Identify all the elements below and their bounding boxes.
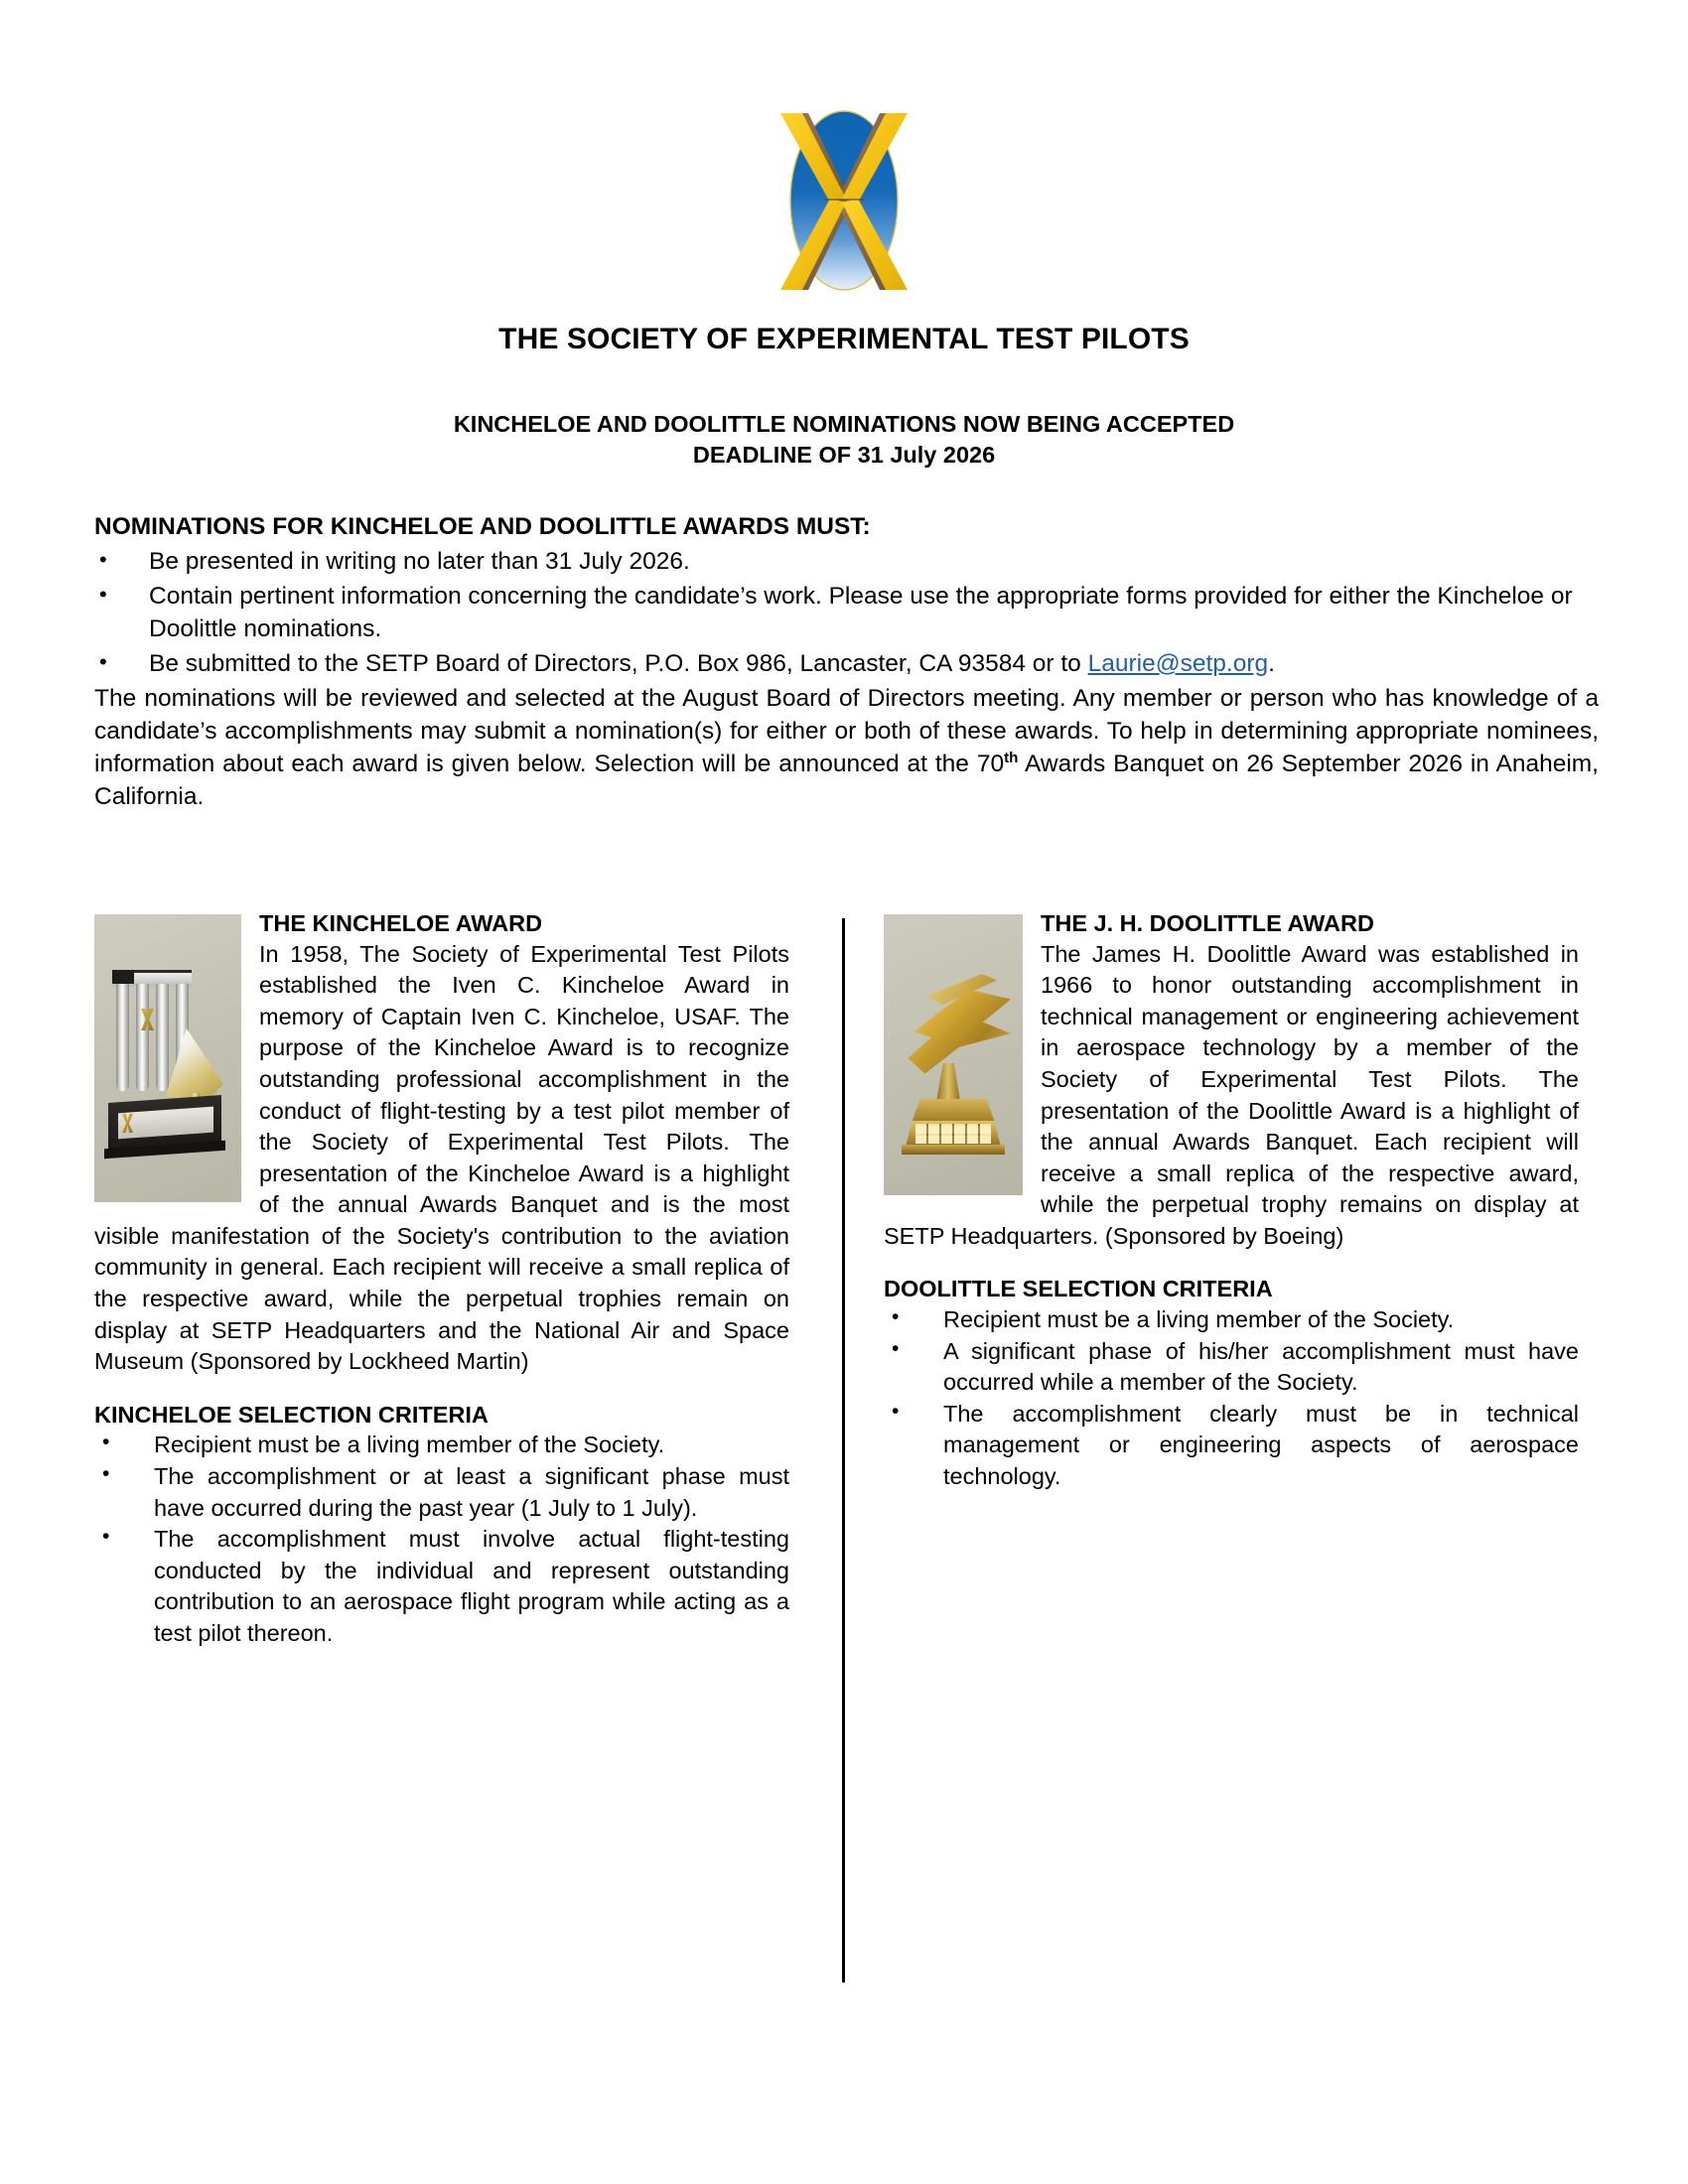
announcement-line: KINCHELOE AND DOOLITTLE NOMINATIONS NOW BEING ACCEPTED [453,411,1235,437]
column-divider [842,918,845,1982]
kincheloe-trophy-image [94,914,241,1202]
trophy-plaques [915,1124,991,1144]
criteria-text: The accomplishment must involve actual flight-testing conducted by the individual and represent outstanding contribution to an aerospace flight program while acting as a test pilot thereon. [154,1526,789,1646]
list-item [94,1430,789,1461]
kincheloe-criteria-heading: KINCHELOE SELECTION CRITERIA [94,1401,489,1428]
nominations-heading: NOMINATIONS FOR KINCHELOE AND DOOLITTLE AWARDS MUST: [94,513,871,540]
doolittle-column [884,908,1579,1493]
setp-logo-icon [769,99,919,303]
deadline-line: DEADLINE OF 31 July 2026 [692,441,996,468]
kincheloe-award-body: In 1958, The Society of Experimental Test Pilots established the Iven C. Kincheloe Award in memory of Captain Iven C. Kincheloe, USAF. The purpose of the Kincheloe Award is to recognize outstanding professional accomplishment in the conduct of flight-testing by a test pilot member of the Society of Experimental Test Pilots. The presentation of the Kincheloe Award is a highlight of the annual Awards Banquet and is the most visible manifestation of the Society's contribution to the aviation community in general. Each recipient will receive a small replica of the respective award, while the perpetual trophies remain on display at SETP Headquarters and the National Air and Space Museum (Sponsored by Lockheed Martin) [94,940,789,1375]
criteria-text: Recipient must be a living member of the Society. [943,1306,1455,1333]
ordinal-suffix: th [1004,749,1019,766]
nominations-section [94,511,1599,814]
bullet-text: Contain pertinent information concerning the candidate’s work. Please use the appropriate forms provided for either the Kincheloe or Doolittle nominations. [149,582,1573,642]
announcement-block [0,409,1688,470]
doolittle-trophy-image [884,914,1023,1195]
nominations-paragraph [94,683,1599,814]
list-item [94,1461,789,1524]
criteria-text: The accomplishment clearly must be in technical management or engineering aspects of aerospace technology. [943,1400,1579,1489]
kincheloe-column [94,908,789,1650]
criteria-text: Recipient must be a living member of the Society. [154,1432,665,1458]
page-title: THE SOCIETY OF EXPERIMENTAL TEST PILOTS [498,323,1190,355]
nominations-bullet-list [94,546,1599,681]
trophy-rod [136,984,149,1091]
doolittle-criteria-heading: DOOLITTLE SELECTION CRITERIA [884,1276,1273,1302]
paragraph-part-2: Awards Banquet on 26 September 2026 in Anaheim, California. [94,750,1599,810]
doolittle-award-body: The James H. Doolittle Award was established in 1966 to honor outstanding accomplishment in technical management or engineering achievement in aerospace technology by a member of the Society of Experimental Test Pilots. The presentation of the Doolittle Award is a highlight of the annual Awards Banquet. Each recipient will receive a small replica of the respective award, while the perpetual trophy remains on display at SETP Headquarters. (Sponsored by Boeing) [884,940,1579,1249]
bullet-text-suffix: . [1268,649,1275,677]
list-item [884,1399,1579,1493]
list-item [94,1524,789,1649]
logo-container [0,99,1688,308]
trophy-jet-sculpture [904,990,1011,1085]
trophy-foot [902,1145,1005,1155]
trophy-delta-wing [166,1028,223,1100]
bullet-text: Be presented in writing no later than 31 July 2026. [149,547,690,575]
ordinal-number: 70 [976,750,1005,777]
bullet-text-prefix: Be submitted to the SETP Board of Directors, P.O. Box 986, Lancaster, CA 93584 or to [149,649,1088,677]
kincheloe-criteria-list [94,1430,789,1649]
list-item [884,1304,1579,1336]
kincheloe-award-title: THE KINCHELOE AWARD [259,910,543,936]
email-link[interactable]: Laurie@setp.org [1087,649,1269,677]
doolittle-criteria-list [884,1304,1579,1493]
list-item [94,581,1599,646]
trophy-rod [156,984,169,1091]
trophy-rod [116,984,129,1091]
criteria-text: A significant phase of his/her accomplishment must have occurred while a member of the Society. [943,1337,1579,1396]
list-item [884,1336,1579,1399]
paragraph-part-1: The nominations will be reviewed and selected at the August Board of Directors meeting. Any member or person who has knowledge of a candidate’s accomplishments may submit a nomination(s) for either or both of these awards. To help in determining appropriate nominees, information about each award is given below. Selection will be announced at the [94,684,1599,777]
setp-logo [769,99,919,303]
list-item [94,648,1599,681]
trophy-base-upper [912,1099,995,1123]
criteria-text: The accomplishment or at least a significant phase must have occurred during the past year (1 July to 1 July). [154,1463,789,1521]
list-item [94,546,1599,579]
doolittle-award-title: THE J. H. DOOLITTLE AWARD [1041,910,1374,936]
